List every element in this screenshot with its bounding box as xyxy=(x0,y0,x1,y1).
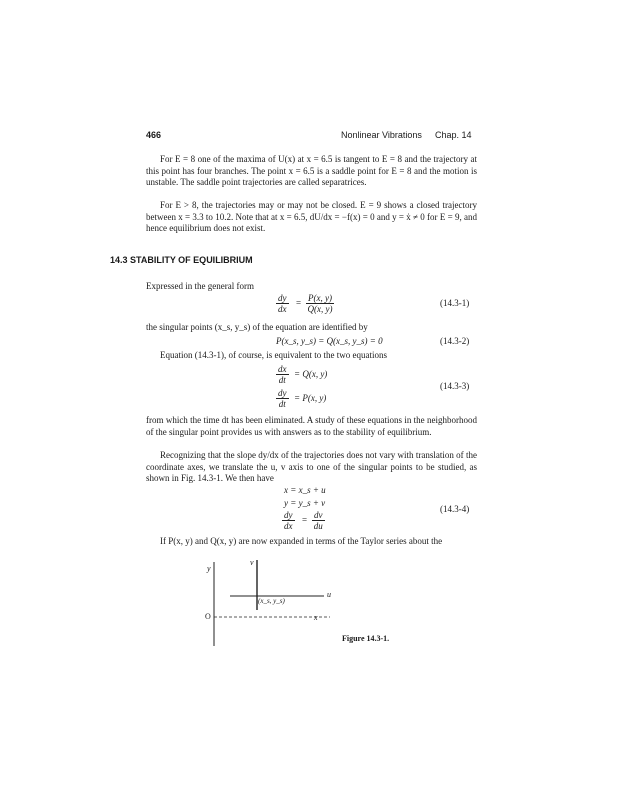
eq3a-lhs xyxy=(276,364,289,385)
eq4-number: (14.3-4) xyxy=(440,504,470,514)
eq3a-den: dt xyxy=(278,375,286,385)
eq1-rhs-num: P(x, y) xyxy=(308,293,332,303)
eq4-lhs xyxy=(282,510,295,531)
eq4-equals: = xyxy=(302,515,308,525)
page-number: 466 xyxy=(146,130,162,140)
eq4-rhs-num: dv xyxy=(314,510,323,520)
body-text-5: Recognizing that the slope dy/dx of the trajectories does not vary with translation of the coordinate axes, we translate the u, v axis to one of the singular points to be studied, as shown in Fig. 14.3-1. We then have xyxy=(146,450,477,484)
body-text-3: Equation (14.3-1), of course, is equivalent to the two equations xyxy=(160,350,387,360)
eq2: P(x_s, y_s) = Q(x_s, y_s) = 0 xyxy=(276,336,383,346)
eq1-equals: = xyxy=(296,298,302,308)
y-axis-label: y xyxy=(207,564,211,573)
section-heading: 14.3 STABILITY OF EQUILIBRIUM xyxy=(110,255,253,265)
eq1-lhs xyxy=(276,293,289,314)
intro-paragraph-2: For E > 8, the trajectories may or may not be closed. E = 9 shows a closed trajectory between x = 3.3 to 10.2. Note that at x = 6.5, dU/dx = −f(x) = 0 and y = ẋ ≠ 0 for E = 9, and hence equilibrium does not exist. xyxy=(146,200,477,234)
eq1-rhs-den: Q(x, y) xyxy=(307,304,333,314)
v-axis-label: v xyxy=(250,558,254,567)
eq3b-num: dy xyxy=(278,388,287,398)
origin-label: O xyxy=(205,612,211,621)
eq4-lhs-num: dy xyxy=(284,510,293,520)
eq4-rhs xyxy=(312,510,325,531)
eq4-rhs-den: du xyxy=(313,521,323,531)
body-text-6: If P(x, y) and Q(x, y) are now expanded in terms of the Taylor series about the xyxy=(160,536,443,546)
chapter-label: Chap. 14 xyxy=(435,130,472,140)
figure-caption: Figure 14.3-1. xyxy=(342,634,390,643)
eq1-lhs-den: dx xyxy=(278,304,287,314)
u-axis-label: u xyxy=(327,590,331,599)
body-text-2: the singular points (x_s, y_s) of the equation are identified by xyxy=(146,322,368,332)
eq1-lhs-num: dy xyxy=(278,293,287,303)
eq3a-rhs: = Q(x, y) xyxy=(294,369,328,379)
eq1-number: (14.3-1) xyxy=(440,298,470,308)
eq2-number: (14.3-2) xyxy=(440,336,470,346)
eq4-line2: y = y_s + v xyxy=(284,498,326,508)
eq1-rhs xyxy=(306,293,334,314)
eq4-lhs-den: dx xyxy=(284,521,293,531)
eq3-number: (14.3-3) xyxy=(440,381,470,391)
body-text-4: from which the time dt has been eliminated. A study of these equations in the neighborhood of the singular point provides us with answers as to the stability of equilibrium. xyxy=(146,415,477,437)
eq3b-den: dt xyxy=(278,399,286,409)
x-axis-label: x xyxy=(314,613,318,622)
body-text-1: Expressed in the general form xyxy=(146,281,254,291)
running-title: Nonlinear Vibrations xyxy=(341,130,422,140)
eq4-line1: x = x_s + u xyxy=(284,485,326,495)
eq3a-num: dx xyxy=(278,364,287,374)
eq3b-rhs: = P(x, y) xyxy=(294,393,327,403)
singular-point-label: (x_s, y_s) xyxy=(258,597,285,605)
intro-paragraph-1: For E = 8 one of the maxima of U(x) at x = 6.5 is tangent to E = 8 and the trajectory at this point has four branches. The point x = 6.5 is a saddle point for E = 8 and the motion is unstable. The saddle point trajectories are called separatrices. xyxy=(146,154,477,188)
eq3b-lhs xyxy=(276,388,289,409)
